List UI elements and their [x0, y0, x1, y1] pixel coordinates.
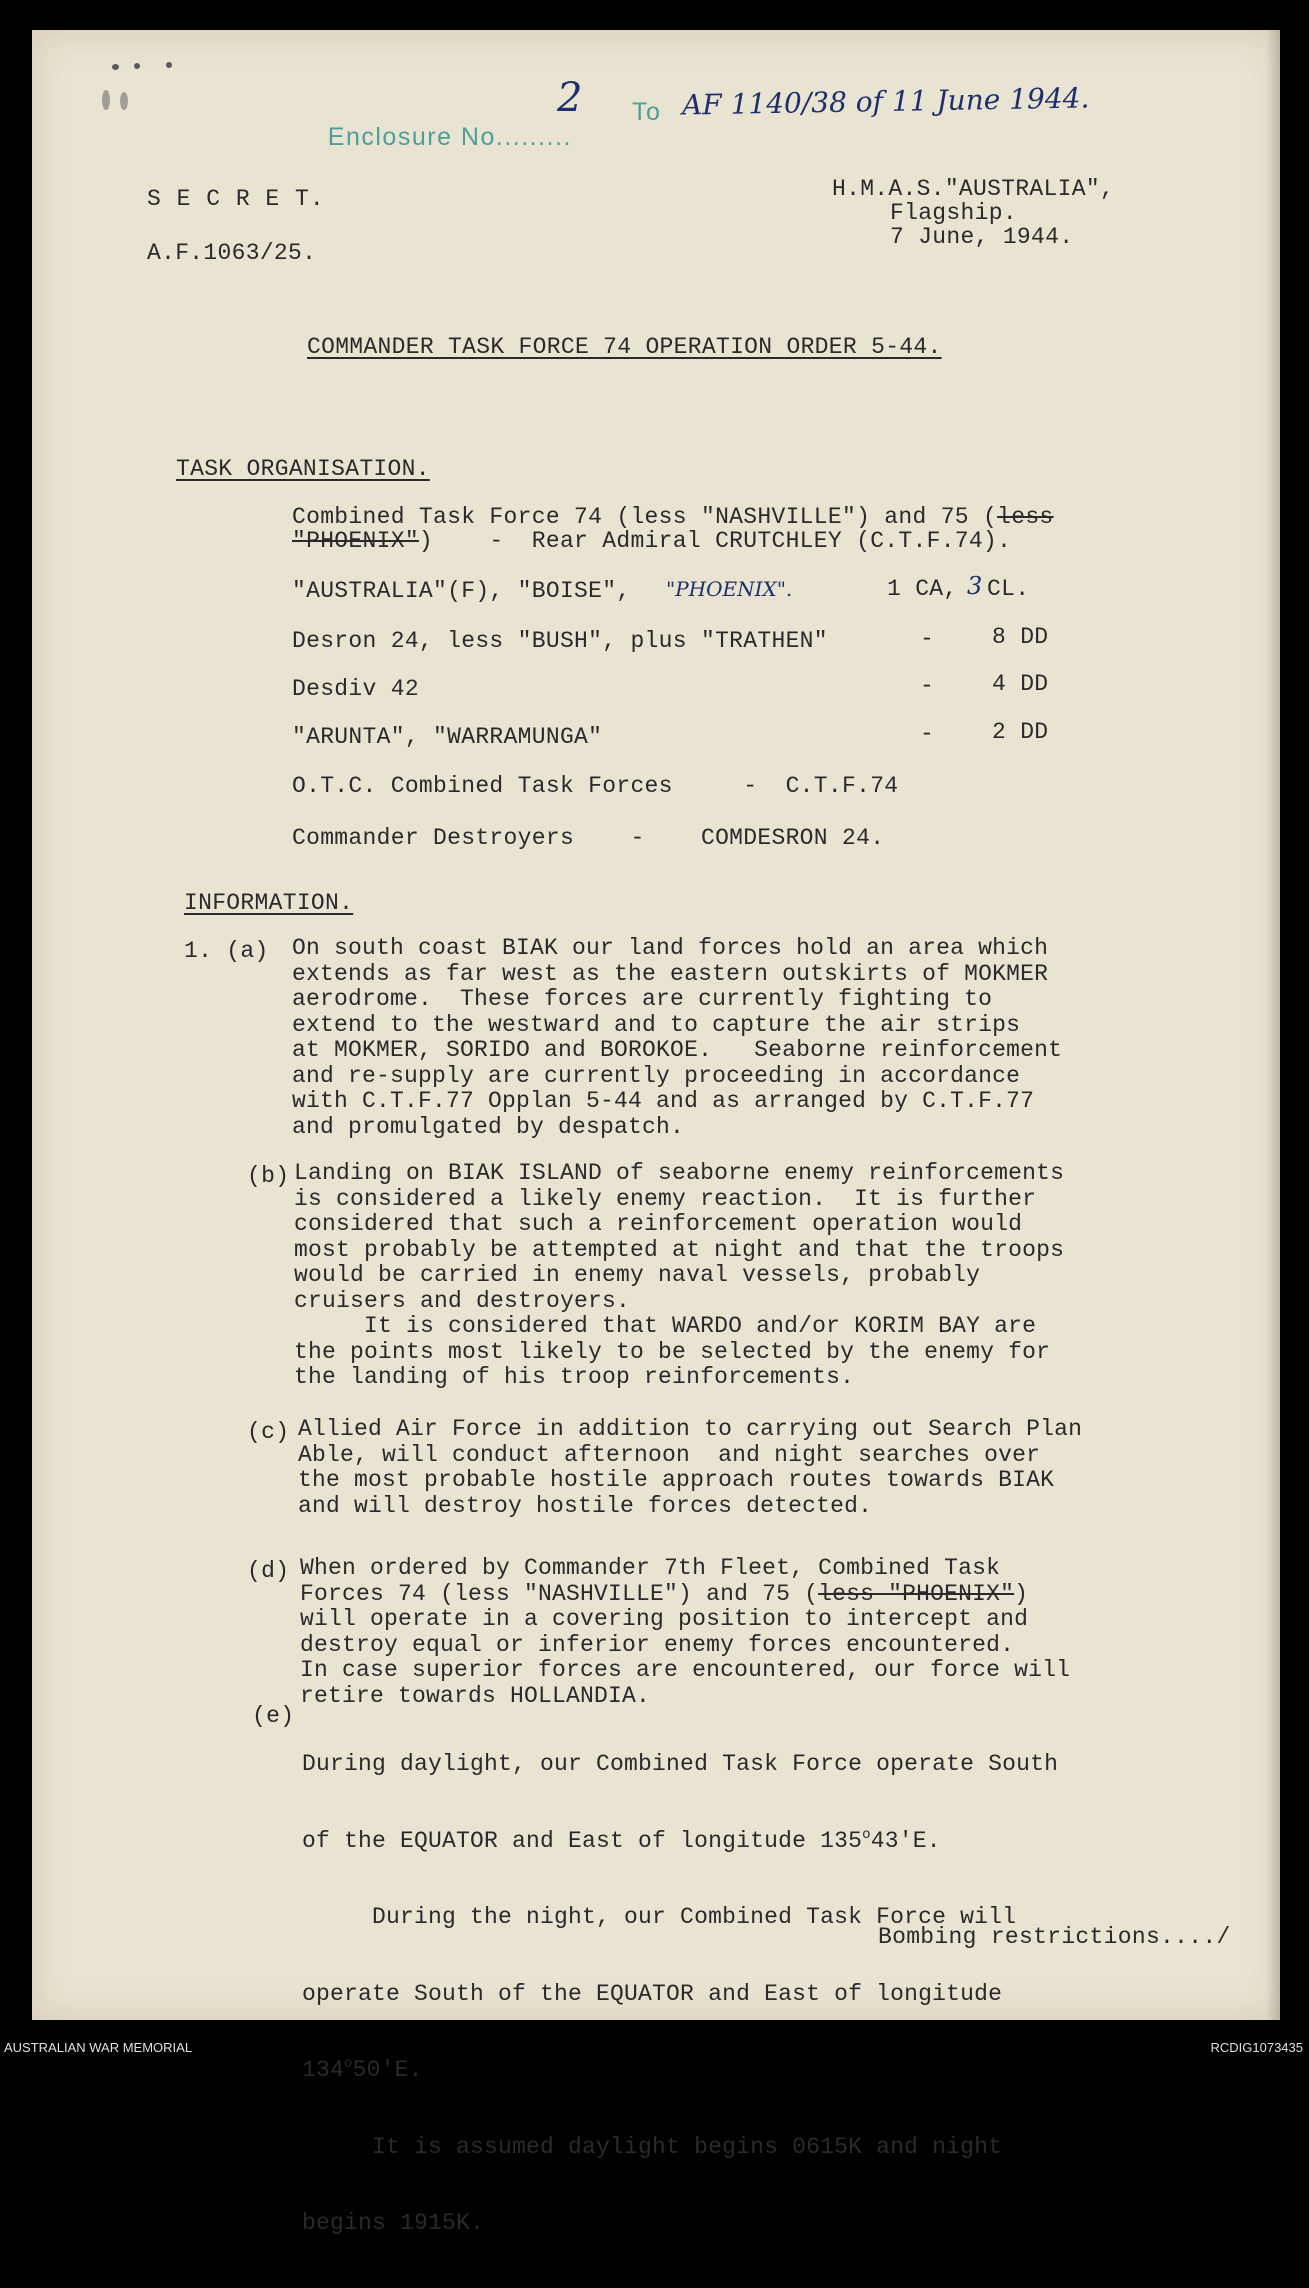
- unit-row-dash: -: [920, 626, 935, 652]
- para-1e-line-2a: of the EQUATOR and East of longitude 135: [302, 1827, 863, 1854]
- page-edge-shadow: [1266, 30, 1280, 2020]
- para-1e-line: operate South of the EQUATOR and East of longitude: [302, 1980, 1003, 2007]
- ships-count-handwritten: 3: [967, 572, 983, 600]
- enclosure-number: 2: [557, 75, 583, 121]
- footer-left: AUSTRALIAN WAR MEMORIAL: [4, 2040, 193, 2055]
- unit-row: Desdiv 42: [292, 676, 419, 702]
- task-organisation-heading: TASK ORGANISATION.: [176, 456, 430, 482]
- task-line-2-text: ) - Rear Admiral CRUTCHLEY (C.T.F.74).: [418, 528, 1012, 554]
- para-1e-line: begins 1915K.: [302, 2210, 485, 2236]
- task-line-2: [292, 530, 1011, 553]
- page-title: COMMANDER TASK FORCE 74 OPERATION ORDER 5-44.: [307, 334, 942, 360]
- file-reference: A.F.1063/25.: [147, 240, 317, 266]
- enclosure-label: Enclosure No: [327, 123, 496, 151]
- para-1e-line: [302, 1826, 1058, 1855]
- ships-count-b: CL.: [987, 576, 1030, 602]
- para-1a: On south coast BIAK our land forces hold an area which extends as far west as the eastern outskirts of MOKMER aerodrome. These forces are currently fighting to extend to the westward and to capture the air strips at MOKMER, SORIDO and BOROKOE. Seaborne reinforcement and re-supply are currently proceeding in accordance with C.T.F.77 Opplan 5-44 and as arranged by C.T.F.77 and promulgated by despatch.: [292, 935, 1063, 1140]
- para-1d-text-a: When ordered by Commander 7th Fleet, Combined Task Forces 74 (less "NASHVILLE") and 75 (: [300, 1555, 1001, 1607]
- ship-name: H.M.A.S."AUSTRALIA",: [832, 176, 1115, 202]
- para-1d-struck: less "PHOENIX": [818, 1580, 1015, 1607]
- para-1c-label: (c): [247, 1419, 290, 1445]
- ships-count-a: 1 CA,: [887, 576, 958, 602]
- unit-row-dash: -: [920, 673, 935, 699]
- task-line-1: [292, 506, 1054, 529]
- para-1e-line: It is assumed daylight begins 0615K and night: [302, 2133, 1003, 2160]
- unit-row-dash: -: [920, 721, 935, 747]
- enclosure-stamp: [294, 100, 572, 175]
- ships-line: "AUSTRALIA"(F), "BOISE",: [292, 578, 631, 604]
- otc-line: O.T.C. Combined Task Forces - C.T.F.74: [292, 773, 899, 799]
- degree-symbol: o: [344, 2056, 353, 2072]
- unit-row-count: 8 DD: [992, 624, 1049, 650]
- para-1e-line: [302, 2058, 1058, 2084]
- punch-mark: [112, 64, 119, 70]
- para-1e-line: During daylight, our Combined Task Force operate South: [302, 1751, 1059, 1777]
- ships-handwritten: "PHOENIX".: [666, 577, 793, 601]
- para-1c: Allied Air Force in addition to carrying out Search Plan Able, will conduct afternoon and night searches over the most probable hostile approach routes towards BIAK and will destroy hostile forces detected.: [298, 1416, 1083, 1519]
- para-1b-label: (b): [247, 1163, 290, 1189]
- punch-mark: [166, 62, 172, 68]
- para-1e-line-5b: 50'E.: [352, 2057, 423, 2083]
- punch-mark: [120, 92, 128, 110]
- commander-line: Commander Destroyers - COMDESRON 24.: [292, 825, 885, 851]
- para-1e: [302, 1701, 1058, 2288]
- order-date: 7 June, 1944.: [890, 224, 1074, 250]
- punch-mark: [134, 63, 140, 69]
- information-heading: INFORMATION.: [184, 890, 354, 916]
- para-1d: [300, 1556, 1070, 1709]
- para-1e-label: (e): [252, 1703, 295, 1729]
- para-1a-label: 1. (a): [184, 938, 269, 964]
- punch-mark: [102, 90, 110, 110]
- unit-row-count: 2 DD: [992, 719, 1049, 745]
- task-line-1-text: Combined Task Force 74 (less "NASHVILLE") and 75 (: [292, 504, 998, 530]
- task-line-2-struck: "PHOENIX": [292, 528, 419, 554]
- footer-right: RCDIG1073435: [1210, 2040, 1303, 2055]
- unit-row: "ARUNTA", "WARRAMUNGA": [292, 724, 603, 750]
- para-1d-text-b: ) will operate in a covering position to intercept and destroy equal or inferior enemy forces encountered. In case superior forces are encountered, our force will retire towards HOLLANDIA.: [300, 1580, 1071, 1709]
- para-1b: Landing on BIAK ISLAND of seaborne enemy reinforcements is considered a likely enemy reaction. It is further considered that such a reinforcement operation would most probably be attempted at night and that the troops would be carried in enemy naval vessels, probably cruisers and destroyers. It is considered that WARDO and/or KORIM BAY are the points most likely to be selected by the enemy for the landing of his troop reinforcements.: [294, 1160, 1065, 1390]
- para-1e-line-5a: 134: [302, 2057, 345, 2083]
- classification: S E C R E T.: [147, 186, 325, 212]
- para-1e-line-2b: 43'E.: [870, 1827, 941, 1854]
- degree-symbol: o: [862, 1826, 871, 1843]
- enclosure-reference: AF 1140/38 of 11 June 1944.: [681, 81, 1090, 122]
- enclosure-dots: .........: [495, 123, 572, 151]
- ship-role: Flagship.: [890, 200, 1017, 226]
- enclosure-to-label: To: [632, 98, 662, 126]
- para-1e-line: During the night, our Combined Task Force will: [302, 1904, 1017, 1930]
- continuation-note: Bombing restrictions..../: [878, 1924, 1231, 1950]
- unit-row-count: 4 DD: [992, 671, 1049, 697]
- unit-row: Desron 24, less "BUSH", plus "TRATHEN": [292, 628, 828, 654]
- para-1d-label: (d): [247, 1558, 290, 1584]
- task-line-1-struck: less: [997, 504, 1054, 530]
